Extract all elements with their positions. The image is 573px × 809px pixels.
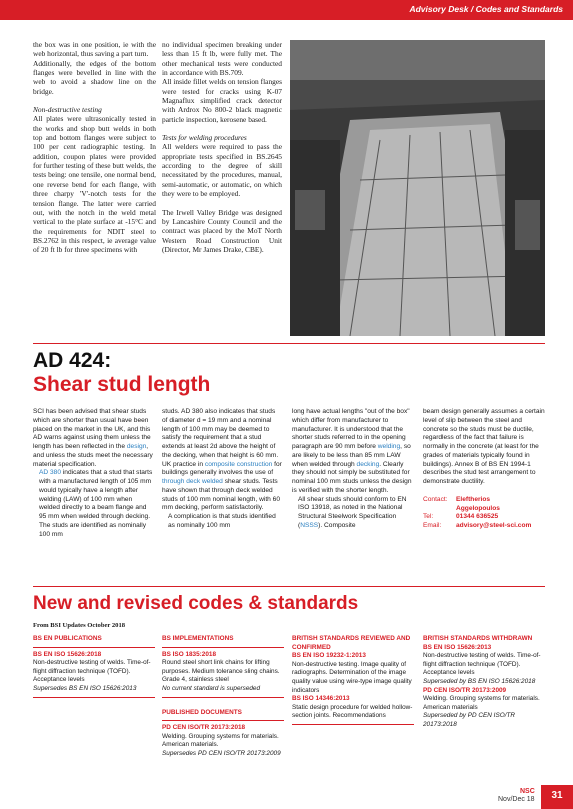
section-divider xyxy=(33,586,545,587)
section-divider xyxy=(33,343,545,344)
codes-heading: BS IMPLEMENTATIONS xyxy=(162,635,234,642)
link-decking[interactable]: decking xyxy=(356,460,380,468)
codes-heading: BS EN PUBLICATIONS xyxy=(33,635,102,642)
issue-date: Nov/Dec 18 xyxy=(498,796,535,803)
codes-source: From BSI Updates October 2018 xyxy=(33,622,126,629)
paragraph: All welders were required to pass the appropriate tests specified in BS.2645 according to the degree of skill necessitated by the procedures, manual, semi-automatic, or automatic, on which they were to be employed. xyxy=(162,142,282,199)
standard-number: BS ISO 1835:2018 xyxy=(162,650,216,658)
ad-col-1: SCI has been advised that shear studs which are shorter than usual have been placed on the market in the UK, and this AD warns against using them unless the length has been reflected in the design, and unless the studs meet the necessary material specification. AD 380 indicates that a stud that starts with a manufactured length of 105 mm would typically have a length after welding (LAW) of 100 mm when welded directly to a beam flange and 95 mm when welded through decking. The studs are identified as nominally 100 mm xyxy=(33,408,153,538)
ad-number: AD 424: xyxy=(33,349,112,372)
header-bar xyxy=(0,0,573,20)
article-col-mid xyxy=(162,40,282,254)
standard-desc: Static design procedure for welded hollow-section joints. Recommendations xyxy=(292,703,413,720)
standard-note: No current standard is superseded xyxy=(162,684,261,692)
section-title: Advisory Desk / Codes and Standards xyxy=(409,4,563,14)
contact-label: Contact: xyxy=(423,496,448,503)
paragraph: Additionally, the edges of the bottom flanges were bevelled in line with the web to avoid a shadow line on the bridge. xyxy=(33,58,156,96)
codes-col-2 xyxy=(162,635,284,759)
standard-desc: Non-destructive testing of welds. Time-of-flight diffraction technique (TOFD). Acceptance levels xyxy=(423,652,541,677)
ad-col-4 xyxy=(423,408,547,487)
codes-heading: PUBLISHED DOCUMENTS xyxy=(162,708,242,716)
standard-number: BS EN ISO 15626:2018 xyxy=(33,650,102,658)
standard-number: BS ISO 14346:2013 xyxy=(292,695,350,703)
link-nsss[interactable]: NSSS xyxy=(300,521,319,529)
subheading: Tests for welding procedures xyxy=(162,133,247,143)
standard-note: Supersedes BS EN ISO 15626:2013 xyxy=(33,684,137,692)
paragraph: beam design generally assumes a certain level of slip between the steel and concrete so the studs must be ductile, regardless of the fact that failure is normally in the concrete (at least for the grades of materials typically found in buildings). Annex B of BS EN 1994-1 describes the stud test arrangement to demonstrate ductility. xyxy=(423,408,545,485)
tel-number[interactable]: 01344 636525 xyxy=(456,513,499,521)
paragraph: A complication is that studs identified as nominally 100 mm xyxy=(168,513,276,529)
magazine-name: NSC xyxy=(520,788,535,795)
codes-title: New and revised codes & standards xyxy=(33,593,359,614)
page-number: 31 xyxy=(541,785,573,809)
paragraph: no individual specimen breaking under less than 15 ft lb, were fully met. The other mechanical tests were conducted in accordance with BS.709. xyxy=(162,40,282,78)
email-link[interactable]: advisory@steel-sci.com xyxy=(456,522,532,530)
ad-col-3: long have actual lengths "out of the box" which differ from manufacturer to manufacturer. It is understood that the shorter studs referred to in the opening paragraph are 90 mm before welding, so are likely to be less than 85 mm LAW when welded through decking. Clearly they should not simply be substituted for nominal 100 mm studs unless the design is verified with the shorter length. All shear studs should conform to EN ISO 13918, as noted in the National Structural Steelwork Specification (NSSS). Composite xyxy=(292,408,412,529)
link-welding[interactable]: welding xyxy=(377,443,401,450)
ad-col-2: studs. AD 380 also indicates that studs of diameter d = 19 mm and a nominal length of 100 mm may be deemed to satisfy the requirement that a stud extends at least 2d above the height of the decking, when that height is 60 mm. UK practice in composite construction for buildings generally involves the use of through deck welded shear studs. Tests have shown that through deck welded studs of 100 mm nominal length, with 60 mm decking, perform satisfactorily. A complication is that studs identified as nominally 100 mm xyxy=(162,408,282,529)
standard-desc: Non-destructive testing of welds. Time-of-flight diffraction technique (TOFD). Acceptance levels xyxy=(33,659,151,684)
codes-col-4 xyxy=(423,635,547,730)
standard-desc: Welding. Grouping systems for materials. American materials xyxy=(423,695,540,711)
standard-note: Superseded by PD CEN ISO/TR 20173:2018 xyxy=(423,712,515,728)
codes-heading: BRITISH STANDARDS WITHDRAWN xyxy=(423,635,533,642)
standard-desc: Round steel short link chains for lifting purposes. Medium tolerance sling chains. Grade 4, stainless steel xyxy=(162,659,280,684)
codes-heading: BRITISH STANDARDS REVIEWED AND CONFIRMED xyxy=(292,635,411,651)
article-col-left xyxy=(33,40,156,255)
codes-col-3 xyxy=(292,635,414,728)
standard-desc: Welding. Grouping systems for materials. American materials. xyxy=(162,732,279,749)
link-through-deck-welded[interactable]: through deck welded xyxy=(162,478,223,485)
link-ad380[interactable]: AD 380 xyxy=(39,469,61,477)
paragraph: All plates were ultrasonically tested in the works and shop butt welds in both top and bottom flanges were subject to 100 per cent radiographic testing. In addition, coupon plates were provided for further testing of these butt welds, the tests being: one tensile, one normal bend, one reverse bend for each flange, with three charpy 'V'-notch tests for the tension flange. The latter were carried out, with the notch in the weld metal vertical to the plate surface at -15°C and the requirements for NDIT steel to BS.2762 in this respect, ie average value of 20 ft lb for three specimens with xyxy=(33,114,156,255)
contact-surname: Aggelopoulos xyxy=(456,504,500,512)
standard-note: Supersedes PD CEN ISO/TR 20173:2009 xyxy=(162,749,281,757)
contact-block xyxy=(423,496,531,531)
standard-desc: Non-destructive testing. Image quality of radiographs. Determination of the image quality value using wire-type image quality indicators xyxy=(292,660,412,694)
standard-note: Superseded by BS EN ISO 15626:2018 xyxy=(423,677,536,685)
standard-number: BS EN ISO 19232-1:2013 xyxy=(292,652,366,660)
paragraph: the box was in one position, ie with the web horizontal, thus saving a part turn. xyxy=(33,40,156,59)
ad-title: Shear stud length xyxy=(33,373,211,396)
standard-number: BS EN ISO 15626:2013 xyxy=(423,643,492,651)
paragraph: The Irwell Valley Bridge was designed by Lancashire County Council and the contract was placed by the MoT North Western Road Construction Unit (Director, Mr James Drake, CBE). xyxy=(162,207,282,254)
email-label: Email: xyxy=(423,522,442,530)
subheading: Non-destructive testing xyxy=(33,105,102,115)
paragraph: All inside fillet welds on tension flanges were tested for cracks using K-07 Magnaflux simplified crack detector with Ardrox No 800-2 black magnetic particle inspection, kerosene based. xyxy=(162,77,282,124)
bridge-construction-photo xyxy=(290,40,545,336)
contact-name: Eleftherios xyxy=(456,496,491,503)
link-design[interactable]: design xyxy=(126,443,147,450)
codes-col-1 xyxy=(33,635,155,701)
standard-number: PD CEN ISO/TR 20173:2009 xyxy=(423,686,507,694)
standard-number: PD CEN ISO/TR 20173:2018 xyxy=(162,724,246,732)
link-composite-construction[interactable]: composite construction xyxy=(204,460,273,468)
tel-label: Tel: xyxy=(423,513,434,521)
